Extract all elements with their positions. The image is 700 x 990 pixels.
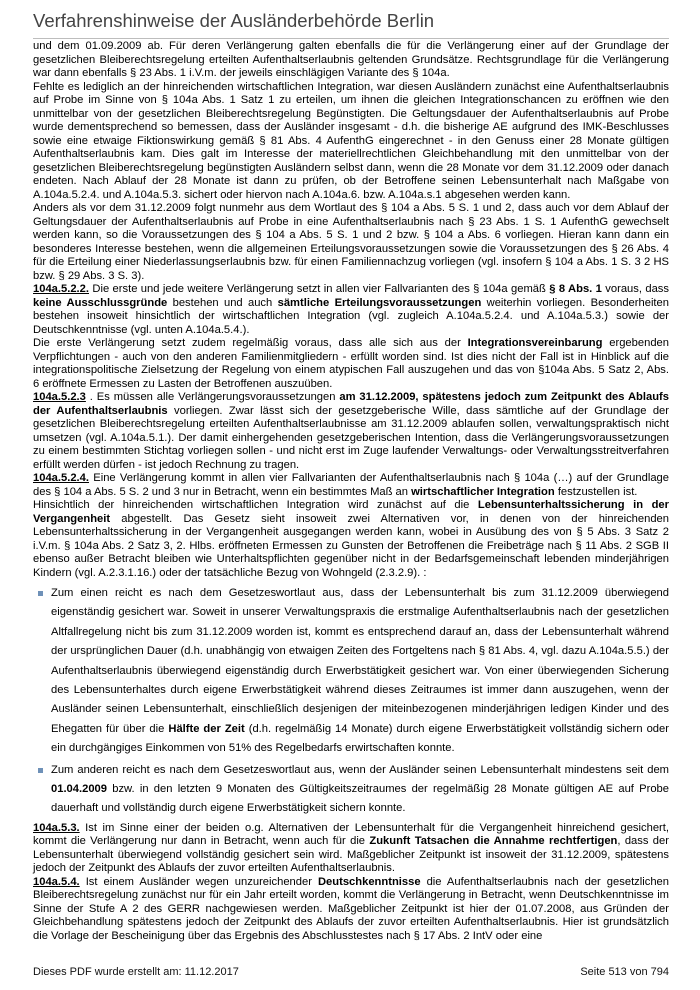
text-run: voraus, dass [601, 283, 669, 295]
section-104a-5-2-4 [33, 472, 669, 499]
bold-text: Zukunft Tatsachen die Annahme rechtfertigen [369, 835, 618, 848]
bullet-list [33, 584, 669, 819]
section-ref: 104a.5.3. [33, 821, 80, 834]
section-ref: 104a.5.2.4. [33, 472, 89, 484]
text-run: Ist im Sinne einer der beiden o.g. Alternativen der Lebensunterhalt für die Vergangenheit hinreichend gesichert, kommt die Verlängerung nur dann in Betracht, wenn auch für die [33, 821, 669, 848]
text-run: (d.h. regelmäßig 14 Monate) durch eigene Erwerbstätigkeit vollständig sichern oder ein durchgängiges Einkommen von 51% des Regelbedarfs erwirtschaften konnte. [51, 722, 669, 755]
bold-text: Hälfte der Zeit [168, 722, 245, 735]
created-date: Dieses PDF wurde erstellt am: 11.12.2017 [33, 966, 239, 978]
bold-text: Lebensunterhaltssicherung in der Vergangenheit [33, 499, 670, 525]
section-104a-5-3 [33, 822, 669, 876]
paragraph: Anders als vor dem 31.12.2009 folgt nunmehr aus dem Wortlaut des § 104 a Abs. 5 S. 1 und 2, dass auch vor dem Ablauf der Geltungsdauer der Aufenthaltserlaubnis auf Probe in eine Aufenthaltserlaubnis nach § 23 Abs. 1 S. 1 AufenthG gewechselt werden kann, so die Voraussetzungen des § 104 a Abs. 5 S. 1 und 2 bzw. § 104 a Abs. 6 vorliegen. Hieran kann dann ein besonderes Interesse bestehen, wenn die allgemeinen Erteilungsvoraussetzungen sowie die Voraussetzungen des § 26 Abs. 4 für die Erteilung einer Niederlassungserlaubnis bzw. für einen Familiennachzug vorliegen (vgl. insofern § 104 a Abs. 1 S. 3 2 HS bzw. § 29 Abs. 3 S. 3). [33, 202, 669, 282]
bold-text: § 8 Abs. 1 [549, 283, 602, 295]
text-run: Zum einen reicht es nach dem Gesetzeswortlaut aus, dass der Lebensunterhalt bis zum 31.12.2009 überwiegend eigenständig gesichert war. Soweit in unserer Verwaltungspraxis die erstmalige Aufenthaltserlaubnis nach der gesetzlichen Altfallregelung nicht bis zum 31.12.2009 worden ist, kommt es entsprechend darauf an, dass der Lebensunterhalt während der ursprünglichen Dauer (d.h. unabhängig von etwaigen Zeiten des Fortgeltens nach § 81 Abs. 4, vgl. dazu A.104a.5.5.) der Aufenthaltserlaubnis überwiegend eigenständig durch Erwerbstätigkeit gesichert war. Von einer überwiegenden Sicherung des Lebensunterhaltes durch eigene Erwerbstätigkeit während dieses Zeitraumes ist immer dann auszugehen, wenn der Ausländer seinen Lebensunterhalt, einschließlich desjenigen der miteinbezogenen minderjährigen ledigen Kinder und des Ehegatten für über die [51, 587, 669, 735]
text-run: abgestellt. Das Gesetz sieht insoweit zwei Alternativen vor, in denen von der hinreichenden Lebensunterhaltssicherung in der Vergangenheit ausgegangen werden kann, wobei in Ausübung des von § 5 Abs. 3 Satz 2 i.V.m. § 104a Abs. 2 Satz 3, 2. Hlbs. eröffneten Ermessen zu Gunsten der Betroffenen die Freibeträge nach § 11 Abs. 2 SGB II ebenso außer Betracht bleiben wie Unterhaltspflichten gegenüber nicht in der Bedarfsgemeinschaft lebenden minderjährigen Kindern (vgl. A.2.3.1.16.) oder der tatsächliche Bezug von Wohngeld (2.3.2.9). : [33, 512, 669, 579]
text-run: bestehen und auch [167, 296, 278, 309]
section-104a-5-4 [33, 876, 669, 944]
paragraph [33, 499, 669, 580]
bold-text: sämtliche Erteilungsvoraussetzungen [277, 296, 482, 309]
text-run: Die erste Verlängerung setzt zudem regelmäßig voraus, dass alle sich aus der [33, 337, 468, 349]
text-run: vorliegen. Zwar lässt sich der gesetzgeberische Wille, dass sämtliche auf der Grundlage der gesetzlichen Bleiberechtsregelung erteilten Aufenthaltserlaubnisse am 31.12.2009 ablaufen sollen, verwaltungspraktisch nicht umsetzen (vgl. A.104a.5.1.). Der damit einhergehenden gesetzgeberischen Intention, dass die Verlängerungsvoraussetzungen zu einem bestimmten Stichtag vorliegen sollen - und nicht erst im Zuge laufender Verwaltungs- oder Verwaltungsstreitverfahren erfüllt werden dürfen - ist jedoch Rechnung zu tragen. [33, 404, 669, 471]
text-run: weiterhin vorliegen. Besonderheiten bestehen insoweit hinsichtlich der wirtschaftlichen Integration (vgl. zugleich A.104a.5.2.4. und A.104a.5.3.) sowie der Deutschkenntnisse (vgl. unten A.104a.5.4.). [33, 296, 669, 336]
text-run: Eine Verlängerung kommt in allen vier Fallvarianten der Aufenthaltserlaubnis nach § 104a (…) auf der Grundlage des § 104 a Abs. 5 S. 2 und 3 nur in Betracht, wenn ein bestimmtes Maß an [33, 472, 669, 498]
text-run: Die erste und jede weitere Verlängerung setzt in allen vier Fallvarianten des § 104a gemäß [89, 283, 550, 295]
section-ref: 104a.5.4. [33, 875, 80, 888]
section-104a-5-2-3 [33, 391, 669, 472]
text-run: Hinsichtlich der hinreichenden wirtschaftlichen Integration wird zunächst auf die [33, 499, 478, 511]
text-run: Zum anderen reicht es nach dem Gesetzeswortlaut aus, wenn der Ausländer seinen Lebensunterhalt mindestens seit dem [51, 763, 669, 776]
text-run: bzw. in den letzten 9 Monaten des Gültigkeitszeitraumes der regelmäßig 28 Monate gültigen AE auf Probe dauerhaft und vollständig durch eigene Erwerbstätigkeit sichern konnte. [51, 783, 669, 815]
text-run: . Es müssen alle Verlängerungsvoraussetzungen [85, 391, 340, 403]
bold-text: am 31.12.2009, spätestens jedoch zum Zeitpunkt des Ablaufs der Aufenthaltserlaubnis [33, 391, 669, 417]
bold-text: 01.04.2009 [51, 783, 107, 796]
section-ref: 104a.5.2.3 [33, 391, 86, 403]
text-run: , dass der Lebensunterhalt überwiegend vollständig gesichert sein wird. Maßgeblicher Zeitpunkt ist insoweit der 31.12.2009, spätestens jedoch der Zeitpunkt des Ablaufs der zuvor erteilten Aufenthaltserlaubnis. [33, 835, 669, 875]
document-body [33, 40, 669, 943]
text-run: Ist einem Ausländer wegen unzureichender [79, 875, 318, 888]
bold-text: Deutschkenntnisse [317, 875, 421, 888]
section-104a-5-2-2 [33, 283, 669, 337]
paragraph: und dem 01.09.2009 ab. Für deren Verlängerung galten ebenfalls die für die Verlängerung einer auf der Grundlage der gesetzlichen Bleiberechtsregelung erteilten Aufenthaltserlaubnis geltenden Grundsätze. Rechtsgrundlage für die Verlängerung war dann ebenfalls § 23 Abs. 1 i.V.m. der jeweils einschlägigen Variante des § 104a. [33, 40, 669, 79]
paragraph [33, 337, 669, 391]
bold-text: wirtschaftlicher Integration [411, 485, 555, 498]
text-run: festzustellen ist. [554, 485, 638, 498]
square-bullet-icon [38, 591, 43, 596]
text-run: ergebenden Verpflichtungen - auch von den anderen Familienmitgliedern - erfüllt worden sind. Ist dies nicht der Fall ist in Hinblick auf die integrationspolitische Zielsetzung der Regelung von einem atypischen Fall auszugehen und das von §104a Abs. 5 Satz 2, Abs. 6 eröffnete Ermessen zu Lasten der Betroffenen auszuüben. [33, 337, 669, 390]
page-title: Verfahrenshinweise der Ausländerbehörde Berlin [33, 10, 669, 39]
bold-text: Integrationsvereinbarung [467, 337, 603, 349]
square-bullet-icon [38, 768, 43, 773]
section-ref: 104a.5.2.2. [33, 283, 89, 295]
paragraph: Fehlte es lediglich an der hinreichenden wirtschaftlichen Integration, war diesen Ausländern zunächst eine Aufenthaltserlaubnis auf Probe im Sinne von § 104a Abs. 1 Satz 1 zu erteilen, um ihnen die gleichen Integrationschancen zu eröffnen wie den unmittelbar von der gesetzlichen Bleiberechtsregelung Begünstigten. Die Geltungsdauer der Aufenthaltserlaubnis auf Probe wurde dementsprechend so bemessen, dass der Ausländer insgesamt - d.h. die bisherige AE aufgrund des IMK-Beschlusses sowie eine etwaige Fiktionswirkung gemäß § 81 Abs. 4 AufenthG eingerechnet - in den Genuss einer 28 Monate gültigen Aufenthaltserlaubnis kam. Dies galt im Interesse der materiellrechtlichen Gleichbehandlung mit den unmittelbar von der gesetzlichen Bleiberechtsregelung begünstigten Ausländern selbst dann, wenn die 28 Monate vor dem 31.12.2009 oder danach endeten. Nach Ablauf der 28 Monate ist dann zu prüfen, ob der Betroffene seinen Lebensunterhalt nach Maßgabe von A.104a.5.2.4. und A.104a.5.3. sichert oder hiervon nach A.104a.6. bzw. A.104a.s.1 abgesehen werden kann. [33, 80, 669, 201]
bold-text: keine Ausschlussgründe [33, 296, 168, 309]
list-item [33, 584, 669, 759]
text-run: die Aufenthaltserlaubnis nach der gesetzlichen Bleiberechtsregelung zunächst nur für ein Jahr erteilt worden, kommt die Verlängerung in Betracht, wenn Deutschkenntnisse im Sinne der Stufe A 2 des GERR nachgewiesen werden. Maßgeblicher Zeitpunkt ist hier der 01.07.2008, aus Gründen der Gleichbehandlung spätestens jedoch der Zeitpunkt des Ablaufs der zuvor erteilten Aufenthaltserlaubnis. Hier ist grundsätzlich die Vorlage der Bescheinigung über das Ergebnis des Abschlusstestes nach § 17 Abs. 2 IntV oder eine [33, 875, 670, 942]
list-item [33, 761, 669, 819]
page-number: Seite 513 von 794 [580, 966, 669, 978]
